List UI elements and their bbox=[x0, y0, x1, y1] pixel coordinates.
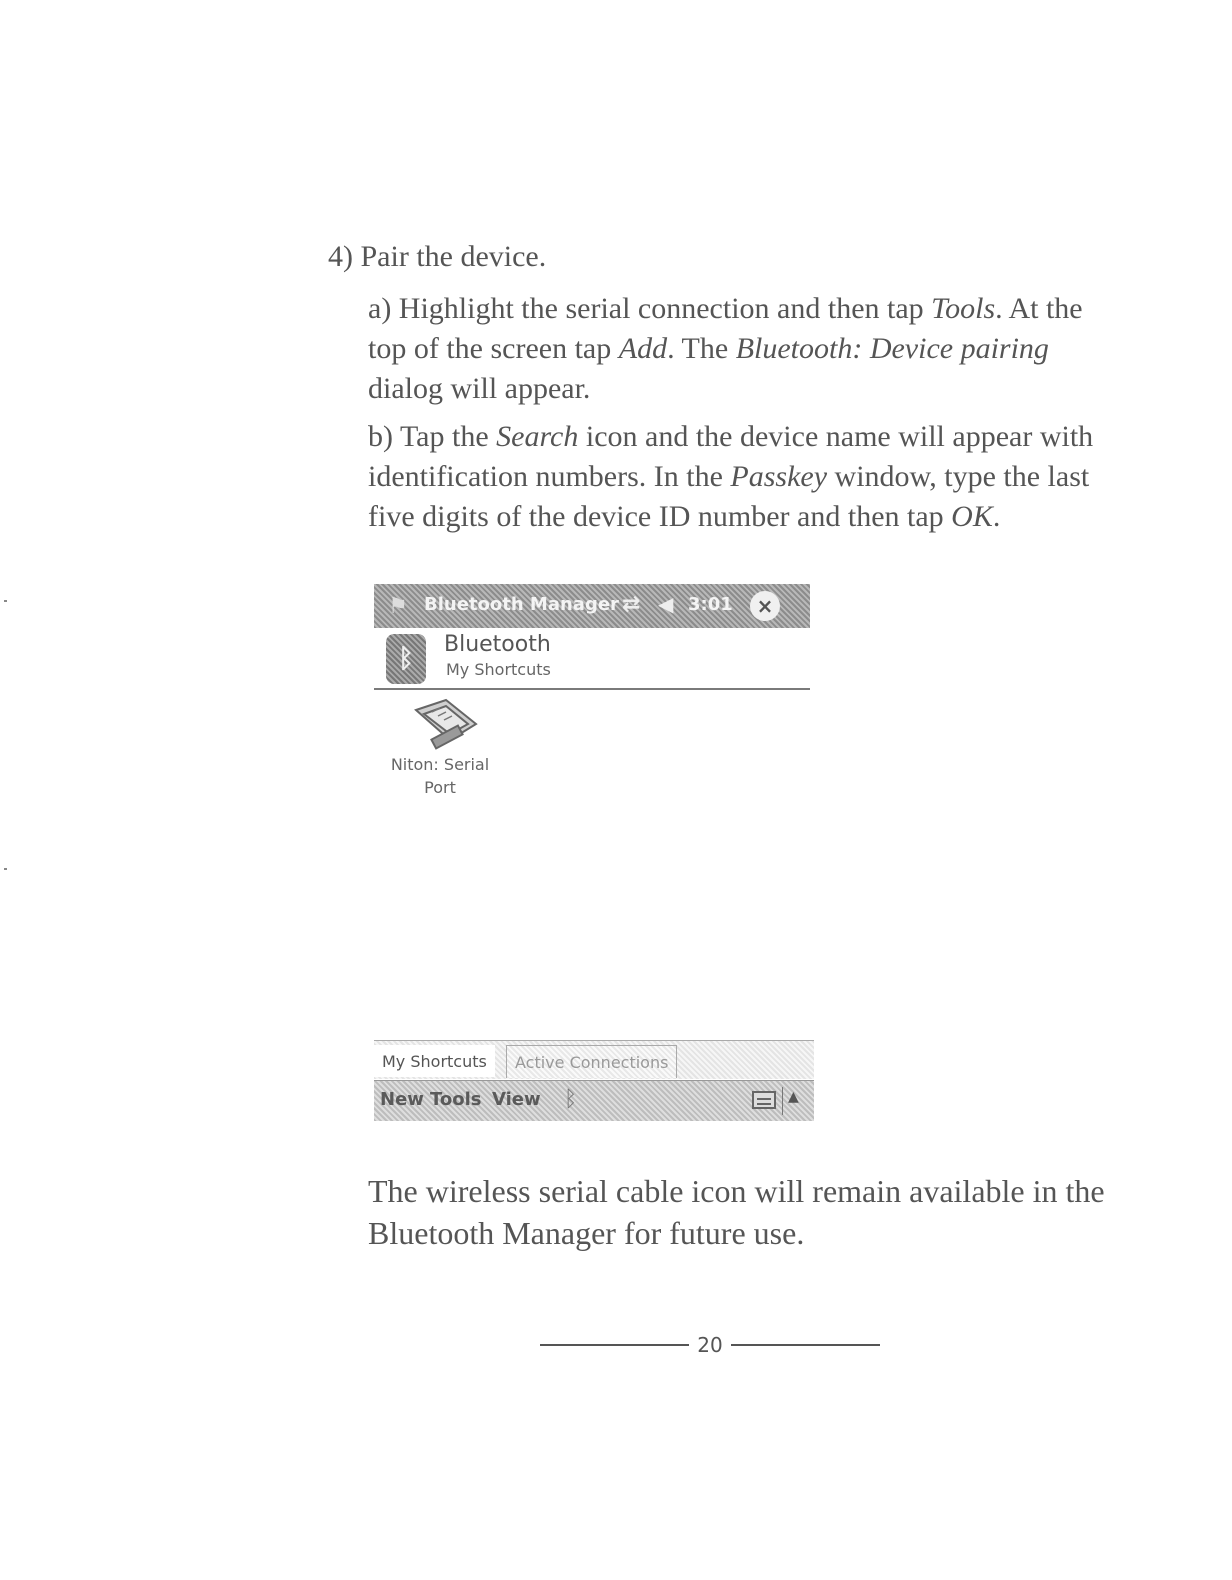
page-footer bbox=[540, 1330, 880, 1360]
instruction-a-text-3: . The bbox=[667, 332, 736, 365]
bluetooth-icon: ᛒ bbox=[386, 634, 426, 684]
step-heading: 4) Pair the device. bbox=[328, 240, 547, 273]
instruction-b-text-3: window, type the last five digits of the device ID number and then tap bbox=[368, 460, 1090, 533]
menu-tools[interactable]: Tools bbox=[430, 1089, 482, 1110]
instruction-a-text-2: . At the top of the screen tap bbox=[368, 292, 1083, 365]
header-divider bbox=[374, 688, 810, 690]
instruction-b bbox=[368, 417, 1108, 537]
clock[interactable]: 3:01 bbox=[688, 594, 733, 615]
shortcut-label-line-1: Niton: Serial bbox=[390, 755, 490, 774]
instruction-b-text-2: icon and the device name will appear with identification numbers. In the bbox=[368, 420, 1094, 493]
bluetooth-manager-titlebar bbox=[374, 584, 810, 628]
add-emphasis: Add bbox=[618, 332, 668, 365]
scan-mark bbox=[4, 868, 7, 870]
closing-paragraph: The wireless serial cable icon will remain available in the Bluetooth Manager for future use. bbox=[368, 1173, 1105, 1251]
menu-new[interactable]: New bbox=[380, 1089, 424, 1110]
bluetooth-menu-icon[interactable]: ᛒ bbox=[564, 1087, 578, 1112]
serial-cable-icon[interactable] bbox=[406, 694, 486, 750]
footer-rule-right bbox=[731, 1344, 880, 1346]
keyboard-icon[interactable] bbox=[752, 1091, 776, 1109]
bluetooth-header-subtitle: My Shortcuts bbox=[446, 660, 551, 679]
close-button[interactable]: × bbox=[750, 591, 780, 621]
input-menu-arrow-icon[interactable]: ▲ bbox=[788, 1089, 799, 1105]
tools-emphasis: Tools bbox=[931, 292, 996, 325]
menu-view[interactable]: View bbox=[492, 1089, 541, 1110]
tab-my-shortcuts[interactable]: My Shortcuts bbox=[374, 1045, 495, 1077]
menu-bar bbox=[374, 1080, 814, 1121]
tab-active-connections[interactable]: Active Connections bbox=[506, 1045, 677, 1078]
ok-emphasis: OK bbox=[951, 500, 993, 533]
start-flag-icon[interactable]: ⚑ bbox=[388, 593, 408, 619]
shortcut-label-line-2: Port bbox=[424, 778, 456, 797]
serial-port-shortcut-label[interactable] bbox=[378, 753, 502, 799]
bluetooth-header-title: Bluetooth bbox=[444, 632, 551, 657]
window-title: Bluetooth Manager bbox=[424, 594, 619, 615]
instruction-a-text-1: a) Highlight the serial connection and then tap bbox=[368, 292, 932, 325]
input-divider bbox=[782, 1087, 783, 1115]
sync-icon[interactable]: ⇄ bbox=[622, 592, 641, 617]
scan-mark bbox=[4, 600, 7, 602]
search-emphasis: Search bbox=[496, 420, 579, 453]
volume-icon[interactable]: ◀ bbox=[658, 592, 674, 616]
tab-bar bbox=[374, 1040, 814, 1079]
instruction-b-text-1: b) Tap the bbox=[368, 420, 497, 453]
footer-rule-left bbox=[540, 1344, 689, 1346]
instruction-b-text-4: . bbox=[992, 500, 1001, 533]
passkey-emphasis: Passkey bbox=[730, 460, 828, 493]
instruction-a bbox=[368, 289, 1108, 409]
instruction-a-text-4: dialog will appear. bbox=[368, 372, 591, 405]
device-pairing-emphasis: Bluetooth: Device pairing bbox=[735, 332, 1049, 365]
page-number: 20 bbox=[697, 1333, 723, 1357]
